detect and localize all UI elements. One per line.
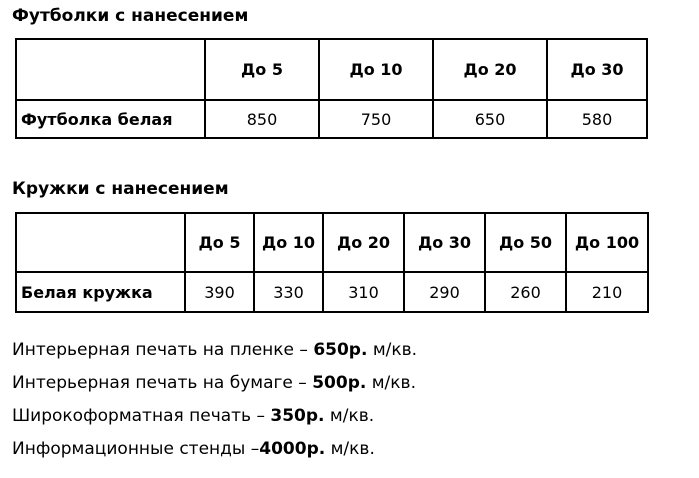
price-cell: 580	[547, 100, 647, 138]
mugs-price-table	[15, 212, 649, 313]
header-cell: До 30	[404, 213, 485, 272]
header-cell: До 30	[547, 39, 647, 100]
header-cell: До 20	[433, 39, 547, 100]
price-cell: 330	[254, 272, 323, 312]
price-cell: 850	[205, 100, 319, 138]
price-unit: м/кв.	[324, 406, 375, 426]
price-amount: 500р.	[312, 373, 367, 393]
price-amount: 4000р.	[259, 439, 326, 459]
price-amount: 650р.	[313, 340, 368, 360]
header-cell: До 10	[319, 39, 433, 100]
price-cell: 260	[485, 272, 566, 312]
header-cell: До 5	[185, 213, 254, 272]
tshirts-price-table	[15, 38, 648, 139]
price-line-wide-format	[12, 400, 692, 433]
header-cell: До 5	[205, 39, 319, 100]
row-label: Футболка белая	[16, 100, 205, 138]
price-line-text: Интерьерная печать на пленке –	[12, 340, 314, 360]
price-line-paper	[12, 367, 692, 400]
price-cell: 390	[185, 272, 254, 312]
header-cell: До 20	[323, 213, 404, 272]
price-cell: 310	[323, 272, 404, 312]
header-cell: До 50	[485, 213, 566, 272]
price-cell: 650	[433, 100, 547, 138]
header-cell-empty	[16, 213, 185, 272]
table-header-row	[16, 213, 648, 272]
header-cell: До 100	[566, 213, 648, 272]
price-unit: м/кв.	[367, 340, 418, 360]
header-cell-empty	[16, 39, 205, 100]
table-row	[16, 272, 648, 312]
price-line-text: Широкоформатная печать –	[12, 406, 271, 426]
tshirts-section-title: Футболки с нанесением	[12, 6, 249, 26]
price-line-stands	[12, 433, 692, 466]
mugs-section-title: Кружки с нанесением	[12, 179, 229, 199]
print-price-list	[12, 334, 692, 466]
price-line-text: Информационные стенды –	[12, 439, 260, 459]
price-cell: 750	[319, 100, 433, 138]
row-label: Белая кружка	[16, 272, 185, 312]
price-cell: 210	[566, 272, 648, 312]
price-amount: 350р.	[270, 406, 325, 426]
price-unit: м/кв.	[325, 439, 375, 459]
table-row	[16, 100, 647, 138]
header-cell: До 10	[254, 213, 323, 272]
price-line-film	[12, 334, 692, 367]
price-line-text: Интерьерная печать на бумаге –	[12, 373, 313, 393]
price-cell: 290	[404, 272, 485, 312]
price-unit: м/кв.	[366, 373, 416, 393]
table-header-row	[16, 39, 647, 100]
